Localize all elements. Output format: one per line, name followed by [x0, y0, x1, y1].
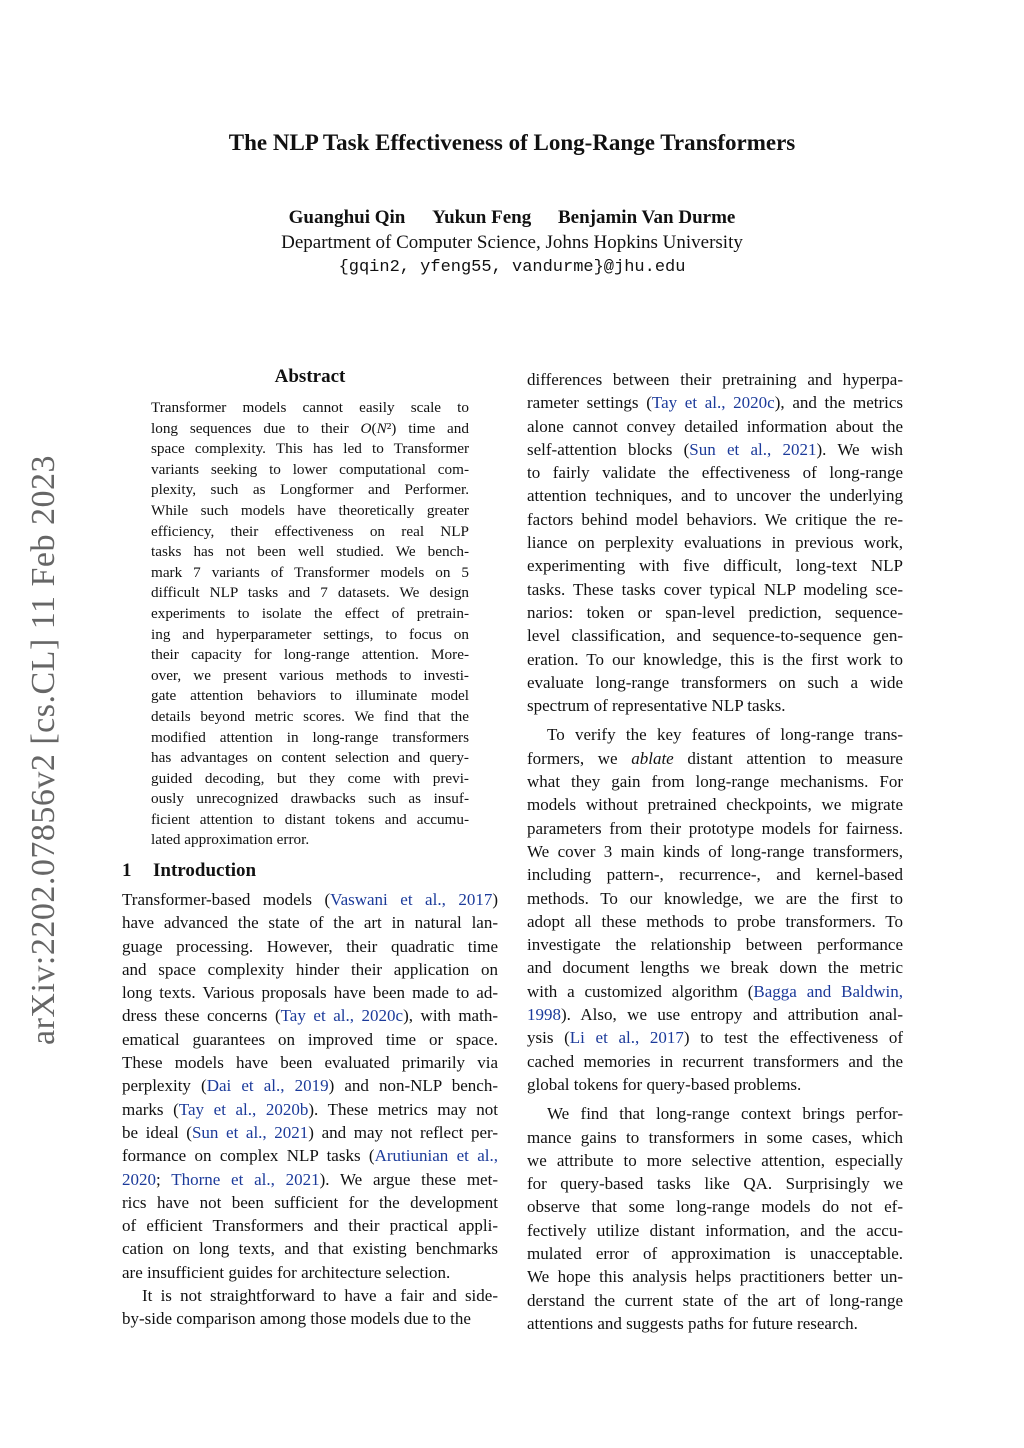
text-line: efficiency, their effectiveness on real NLP — [151, 522, 469, 540]
text-line: adopt all these methods to probe transformers. To — [527, 911, 903, 931]
text-line: self-attention blocks (Sun et al., 2021). We wish — [527, 439, 903, 459]
text-line: methods. To our knowledge, we are the first to — [527, 888, 903, 908]
text-line: long sequences due to their O(N²) time and — [151, 419, 469, 437]
text-line: Transformer models cannot easily scale to — [151, 399, 469, 416]
text-line: These models have been evaluated primarily via — [122, 1053, 498, 1073]
author-list — [0, 207, 1024, 229]
text-line: has advantages on content selection and query- — [151, 749, 469, 767]
text-line: global tokens for query-based problems. — [527, 1074, 802, 1094]
author-affiliation: Department of Computer Science, Johns Hopkins University — [281, 232, 743, 253]
text-line: We cover 3 main kinds of long-range transformers, — [527, 841, 903, 861]
abstract-body — [151, 398, 469, 851]
author-name: Benjamin Van Durme — [557, 207, 736, 228]
text-line: mulated error of approximation is unacceptable. — [527, 1243, 903, 1263]
section-number: 1 — [122, 860, 132, 881]
text-line: over, we present various methods to investi- — [151, 666, 469, 684]
text-line: and space complexity hinder their application on — [122, 959, 498, 979]
text-line: ysis (Li et al., 2017) to test the effectiveness of — [527, 1028, 903, 1048]
text-line: have advanced the state of the art in natural lan- — [122, 913, 498, 933]
author-name: Guanghui Qin — [288, 207, 406, 228]
text-line: Transformer-based models (Vaswani et al., 2017) — [122, 890, 498, 909]
text-line: cation on long texts, and that existing benchmarks — [122, 1239, 498, 1259]
text-line: narios: token or span-level prediction, sequence- — [527, 602, 903, 622]
text-line: parameters from their prototype models for fairness. — [527, 818, 903, 838]
text-line: liance on perplexity evaluations in previous work, — [527, 533, 903, 553]
text-line: for query-based tasks like QA. Surprisingly we — [527, 1174, 903, 1194]
text-line: tasks has not been well studied. We bench- — [151, 543, 469, 561]
text-line: eration. To our knowledge, this is the first work to — [527, 649, 903, 669]
text-line: attentions and suggests paths for future research. — [527, 1313, 858, 1333]
text-line: 1998). Also, we use entropy and attribution anal- — [527, 1005, 903, 1025]
text-line: investigate the relationship between performance — [527, 935, 903, 955]
text-line: 2020; Thorne et al., 2021). We argue these met- — [122, 1169, 498, 1189]
right-column-body — [527, 368, 903, 1335]
text-line: be ideal (Sun et al., 2021) and may not reflect per- — [122, 1122, 498, 1142]
text-line: modified attention in long-range transformers — [151, 728, 469, 746]
author-name: Yukun Feng — [432, 207, 532, 228]
text-line: guided decoding, but they come with previ- — [151, 769, 469, 787]
text-line: evaluate long-range transformers on such a wide — [527, 672, 903, 692]
text-line: what they gain from long-range mechanisms. For — [527, 772, 903, 792]
text-line: to fairly validate the effectiveness of long-range — [527, 463, 903, 483]
text-line: formance on complex NLP tasks (Arutiunian et al., — [122, 1146, 498, 1166]
left-column-body — [122, 888, 498, 1331]
text-line: with a customized algorithm (Bagga and Baldwin, — [527, 981, 903, 1001]
text-line: and document lengths we break down the metric — [527, 958, 903, 978]
text-line: long texts. Various proposals have been made to ad- — [122, 983, 498, 1003]
text-line: While such models have theoretically greater — [151, 501, 469, 519]
text-line: observe that some long-range models do not ef- — [527, 1197, 903, 1217]
text-line: ematical guarantees on improved time or space. — [122, 1029, 498, 1049]
text-line: factors behind model behaviors. We critique the re- — [527, 509, 903, 529]
text-line: derstand the current state of the art of long-range — [527, 1290, 903, 1310]
abstract-heading: Abstract — [274, 366, 346, 387]
text-line: gate attention behaviors to illuminate model — [151, 687, 469, 705]
text-line: experimenting with five difficult, long-text NLP — [527, 556, 903, 576]
section-title: Introduction — [153, 860, 257, 881]
text-line: experiments to isolate the effect of pretrain- — [151, 604, 469, 622]
text-line: mance gains to transformers in some cases, which — [527, 1127, 903, 1147]
text-line: We find that long-range context brings perfor- — [547, 1104, 903, 1124]
text-line: alone cannot convey detailed information about the — [527, 416, 903, 436]
arxiv-identifier-text: arXiv:2202.07856v2 [cs.CL] 11 Feb 2023 — [25, 454, 63, 1046]
text-line: rics have not been sufficient for the development — [122, 1192, 498, 1212]
paper-title: The NLP Task Effectiveness of Long-Range Transformers — [228, 130, 796, 155]
text-line: It is not straightforward to have a fair and side- — [142, 1286, 498, 1306]
text-line: dress these concerns (Tay et al., 2020c), with math- — [122, 1006, 498, 1026]
text-line: plexity, such as Longformer and Performer. — [151, 481, 469, 499]
text-line: guage processing. However, their quadratic time — [122, 936, 498, 956]
text-line: differences between their pretraining and hyperpa- — [527, 370, 903, 389]
text-line: details beyond metric scores. We find that the — [151, 707, 469, 725]
text-line: formers, we ablate distant attention to measure — [527, 748, 903, 768]
text-line: we attribute to more selective attention, especially — [527, 1150, 903, 1170]
text-line: are insufficient guides for architecture selection. — [122, 1262, 451, 1282]
text-line: tasks. These tasks cover typical NLP modeling sce- — [527, 579, 903, 599]
text-line: level classification, and sequence-to-sequence gen- — [527, 626, 903, 646]
text-line: We hope this analysis helps practitioners better un- — [527, 1267, 903, 1287]
text-line: of efficient Transformers and their practical appli- — [122, 1216, 498, 1236]
text-line: by-side comparison among those models due to the — [122, 1309, 471, 1329]
text-line: variants seeking to lower computational com- — [151, 460, 469, 478]
text-line: mark 7 variants of Transformer models on 5 — [151, 563, 469, 581]
text-line: their capacity for long-range attention. More- — [151, 646, 469, 664]
text-line: ously unrecognized drawbacks such as insuf- — [151, 790, 469, 808]
text-line: To verify the key features of long-range trans- — [547, 725, 903, 745]
arxiv-identifier-stamp — [14, 430, 74, 1070]
text-line: including pattern-, recurrence-, and kernel-based — [527, 865, 903, 885]
author-email: {gqin2, yfeng55, vandurme}@jhu.edu — [338, 258, 686, 277]
text-line: ficient attention to distant tokens and accumu- — [151, 810, 469, 828]
text-line: rameter settings (Tay et al., 2020c), and the metrics — [527, 393, 904, 413]
text-line: cached memories in recurrent transformers and the — [527, 1051, 903, 1071]
text-line: marks (Tay et al., 2020b). These metrics may not — [122, 1099, 498, 1119]
text-line: difficult NLP tasks and 7 datasets. We design — [151, 584, 469, 602]
text-line: lated approximation error. — [151, 831, 310, 849]
text-line: ing and hyperparameter settings, to focus on — [151, 625, 469, 643]
text-line: space complexity. This has led to Transformer — [151, 440, 469, 458]
text-line: spectrum of representative NLP tasks. — [527, 696, 786, 716]
text-line: attention techniques, and to uncover the underlying — [527, 486, 903, 506]
text-line: fectively utilize distant information, and the accu- — [527, 1220, 903, 1240]
section-heading-introduction — [122, 860, 498, 882]
text-line: perplexity (Dai et al., 2019) and non-NLP bench- — [122, 1076, 498, 1096]
text-line: models without pretrained checkpoints, we migrate — [527, 795, 903, 815]
